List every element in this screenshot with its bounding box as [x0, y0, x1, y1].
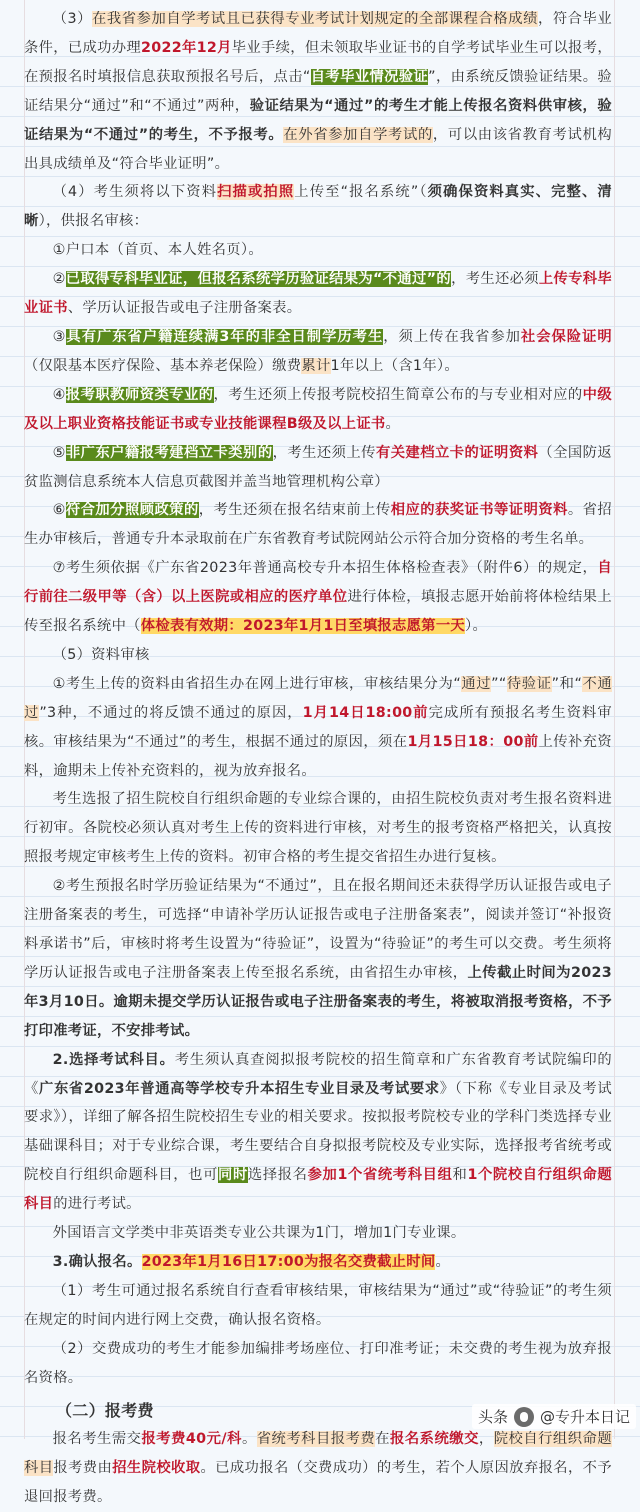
paragraph-payment-success: （2）交费成功的考生才能参加编排考场座位、打印准考证；未交费的考生视为放弃报名资格。 — [24, 1340, 612, 1386]
account-avatar-icon — [514, 1407, 534, 1427]
paragraph-confirm-registration: 3.确认报名。2023年1月16日17:00为报名交费截止时间。 — [52, 1253, 451, 1270]
item-vocational-teacher: ④报考职教师资类专业的，考生还须上传报考院校招生简章公布的与专业相对应的中级及以上职业资格技能证书或专业技能课程B级及以上证书。 — [24, 386, 613, 432]
paragraph-initial-review: 考生选报了招生院校自行组织命题的专业综合课的，由招生院校负责对考生报名资料进行初审。各院校必须认真对考生上传的资料进行审核，对考生的报考资格严格把关，认真按照报考规定审核考生上传的资料。初审合格的考生提交省招生办进行复核。 — [24, 791, 612, 866]
section-heading-fees: （二）报考费 — [56, 1400, 154, 1420]
paragraph-online-payment: （1）考生可通过报名系统自行查看审核结果，审核结果为“通过”或“待验证”的考生须在规定的时间内进行网上交费，确认报名资格。 — [24, 1282, 612, 1328]
item-bonus-points: ⑥符合加分照顾政策的，考生还须在报名结束前上传相应的获奖证书等证明资料。省招生办审核后，普通专升本录取前在广东省教育考试院网站公示符合加分资格的考生名单。 — [24, 502, 612, 548]
paragraph-self-study-graduates: （3）在我省参加自学考试且已获得专业考试计划规定的全部课程合格成绩，符合毕业条件，已成功办理2022年12月毕业手续，但未领取毕业证书的自学考试毕业生可以报考，在预报名时填报信息获取预报名号后，点击“自考毕业情况验证”，由系统反馈验证结果。验证结果分“通过”和“不通过”两种，验证结果为“通过”的考生才能上传报名资料供审核，验证结果为“不通过”的考生，不予报考。在外省参加自学考试的，可以由该省教育考试机构出具成绩单及“符合毕业证明”。 — [24, 11, 613, 172]
watermark — [472, 1404, 636, 1429]
paragraph-upload-materials: （4）考生须将以下资料扫描或拍照上传至“报名系统”（须确保资料真实、完整、清晰），供报名审核： — [24, 184, 612, 230]
watermark-handle: @专升本日记 — [540, 1408, 631, 1426]
right-margin-rule — [614, 0, 615, 1439]
paragraph-pending-verification: ②考生预报名时学历验证结果为“不通过”，且在报名期间还未获得学历认证报告或电子注册备案表的考生，可选择“申请补学历认证报告或电子注册备案表”，阅读并签订“补报资料承诺书”后，审核时将考生设置为“待验证”，设置为“待验证”的考生可以交费。考生须将学历认证报告或电子注册备案表上传至报名系统，由省招生办审核，上传截止时间为2023年3月10日。逾期未提交学历认证报告或电子注册备案表的考生，将被取消报考资格，不予打印准考证，不安排考试。 — [24, 878, 612, 1039]
paragraph-registration-fee: 报名考生需交报考费40元/科。省统考科目报考费在报名系统缴交，院校自行组织命题科目报考费由招生院校收取。已成功报名（交费成功）的考生，若个人原因放弃报名，不予退回报考费。 — [24, 1431, 612, 1506]
item-household-register: ①户口本（首页、本人姓名页）。 — [52, 242, 263, 259]
heading-material-review: （5）资料审核 — [52, 646, 150, 663]
watermark-prefix: 头条 — [478, 1408, 509, 1426]
item-diploma: ②已取得专科毕业证，但报名系统学历验证结果为“不通过”的，考生还必须上传专科毕业证书、学历认证报告或电子注册备案表。 — [24, 271, 613, 317]
paragraph-foreign-language: 外国语言文学类中非英语类专业公共课为1门，增加1门专业课。 — [52, 1225, 466, 1242]
paragraph-review-results: ①考生上传的资料由省招生办在网上进行审核，审核结果分为“通过”“待验证”和“不通过”3种，不通过的将反馈不通过的原因，1月14日18:00前完成所有预报名考生资料审核。审核结果为“不通过”的考生，根据不通过的原因，须在1月15日18：00前上传补充资料，逾期未上传补充资料的，视为放弃报名。 — [24, 675, 613, 779]
item-social-insurance: ③具有广东省户籍连续满3年的非全日制学历考生，须上传在我省参加社会保险证明（仅限基本医疗保险、基本养老保险）缴费累计1年以上（含1年）。 — [24, 328, 612, 374]
item-physical-exam: ⑦考生须依据《广东省2023年普通高校专升本招生体格检查表》（附件6）的规定，自行前往二级甲等（含）以上医院或相应的医疗单位进行体检，填报志愿开始前将体检结果上传至报名系统中（体检表有效期：2023年1月1日至填报志愿第一天）。 — [24, 560, 612, 635]
paragraph-select-subjects: 2.选择考试科目。考生须认真查阅拟报考院校的招生简章和广东省教育考试院编印的《广东省2023年普通高等学校专升本招生专业目录及考试要求》（下称《专业目录及考试要求》），详细了解各招生院校招生专业的相关要求。按拟报考院校专业的学科门类选择专业基础课科目；对于专业综合课，考生要结合自身拟报考院校及专业实际，选择报考省统考或院校自行组织命题科目，也可同时选择报名参加1个省统考科目组和1个院校自行组织命题科目的进行考试。 — [24, 1051, 613, 1213]
item-poverty-registration: ⑤非广东户籍报考建档立卡类别的，考生还须上传有关建档立卡的证明资料（全国防返贫监测信息系统本人信息页截图并盖当地管理机构公章） — [24, 444, 613, 490]
article-body — [24, 5, 612, 1512]
